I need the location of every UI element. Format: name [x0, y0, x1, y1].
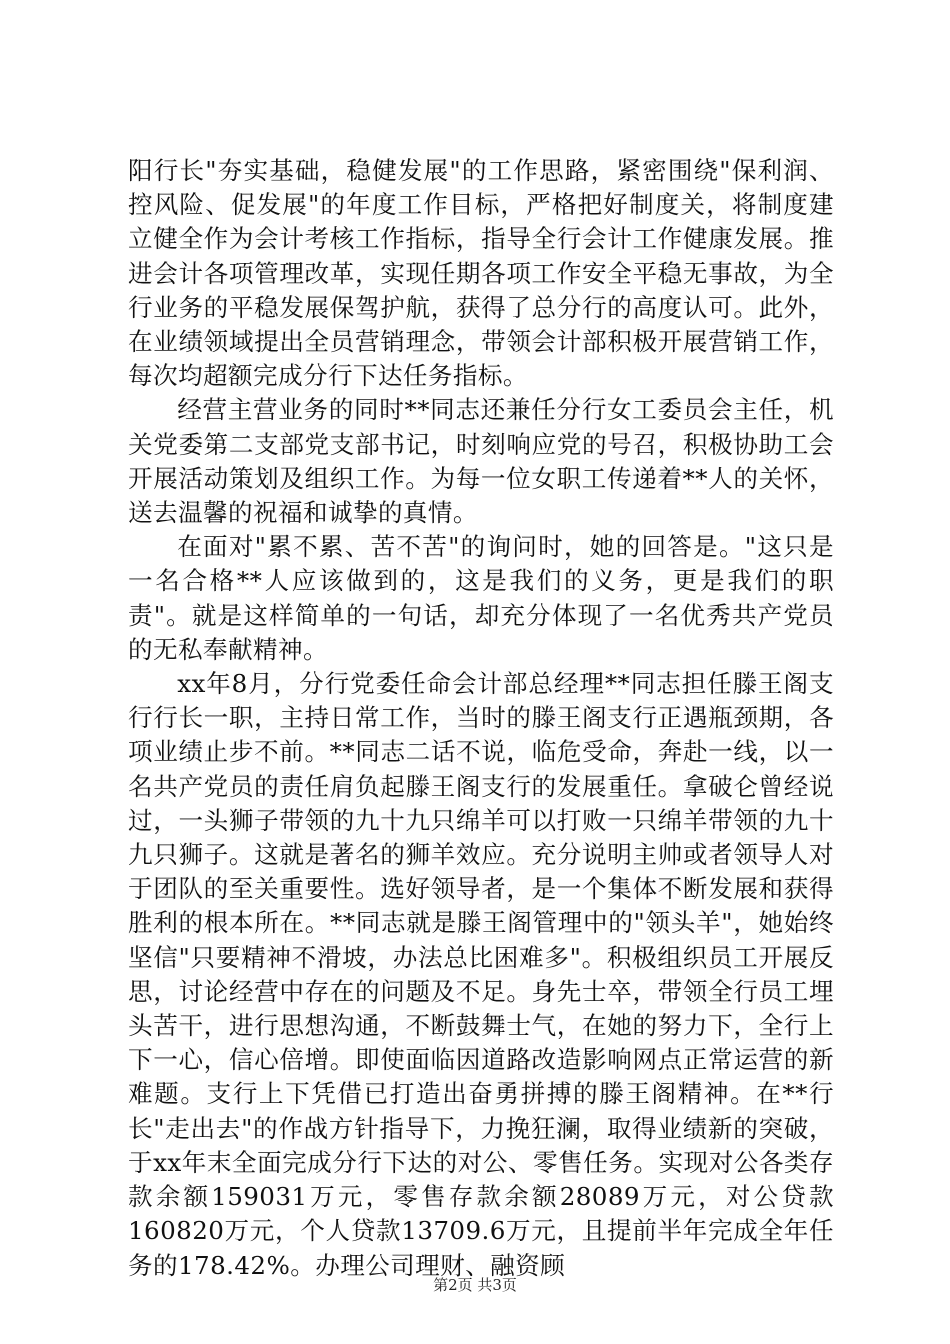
- page-number: 第2页 共3页: [433, 1276, 517, 1294]
- paragraph-3: 在面对"累不累、苦不苦"的询问时，她的回答是。"这只是一名合格**人应该做到的，这是我们的义务，更是我们的职责"。就是这样简单的一句话，却充分体现了一名优秀共产党员的无私奉献精神。: [128, 532, 834, 664]
- paragraph-1: 阳行长"夯实基础，稳健发展"的工作思路，紧密围绕"保利润、控风险、促发展"的年度工作目标，严格把好制度关，将制度建立健全作为会计考核工作指标，指导全行会计工作健康发展。推进会计各项管理改革，实现任期各项工作安全平稳无事故，为全行业务的平稳发展保驾护航，获得了总分行的高度认可。此外，在业绩领域提出全员营销理念，带领会计部积极开展营销工作，每次均超额完成分行下达任务指标。: [128, 156, 834, 391]
- paragraph-4: xx年8月，分行党委任命会计部总经理**同志担任滕王阁支行行长一职，主持日常工作，当时的滕王阁支行正遇瓶颈期，各项业绩止步不前。**同志二话不说，临危受命，奔赴一线，以一名共产党员的责任肩负起滕王阁支行的发展重任。拿破仑曾经说过，一头狮子带领的九十九只绵羊可以打败一只绵羊带领的九十九只狮子。这就是著名的狮羊效应。充分说明主帅或者领导人对于团队的至关重要性。选好领导者，是一个集体不断发展和获得胜利的根本所在。**同志就是滕王阁管理中的"领头羊"，她始终坚信"只要精神不滑坡，办法总比困难多"。积极组织员工开展反思，讨论经营中存在的问题及不足。身先士卒，带领全行员工埋头苦干，进行思想沟通，不断鼓舞士气，在她的努力下，全行上下一心，信心倍增。即使面临因道路改造影响网点正常运营的新难题。支行上下凭借已打造出奋勇拼搏的滕王阁精神。在**行长"走出去"的作战方针指导下，力挽狂澜，取得业绩新的突破，于xx年末全面完成分行下达的对公、零售任务。实现对公各类存款余额159031万元，零售存款余额28089万元，对公贷款160820万元，个人贷款13709.6万元，且提前半年完成全年任务的178.42%。办理公司理财、融资顾: [128, 669, 834, 1280]
- page-footer: [0, 1275, 950, 1295]
- document-body: [128, 154, 834, 1283]
- paragraph-2: 经营主营业务的同时**同志还兼任分行女工委员会主任，机关党委第二支部党支部书记，时刻响应党的号召，积极协助工会开展活动策划及组织工作。为每一位女职工传递着**人的关怀，送去温馨的祝福和诚挚的真情。: [128, 395, 834, 528]
